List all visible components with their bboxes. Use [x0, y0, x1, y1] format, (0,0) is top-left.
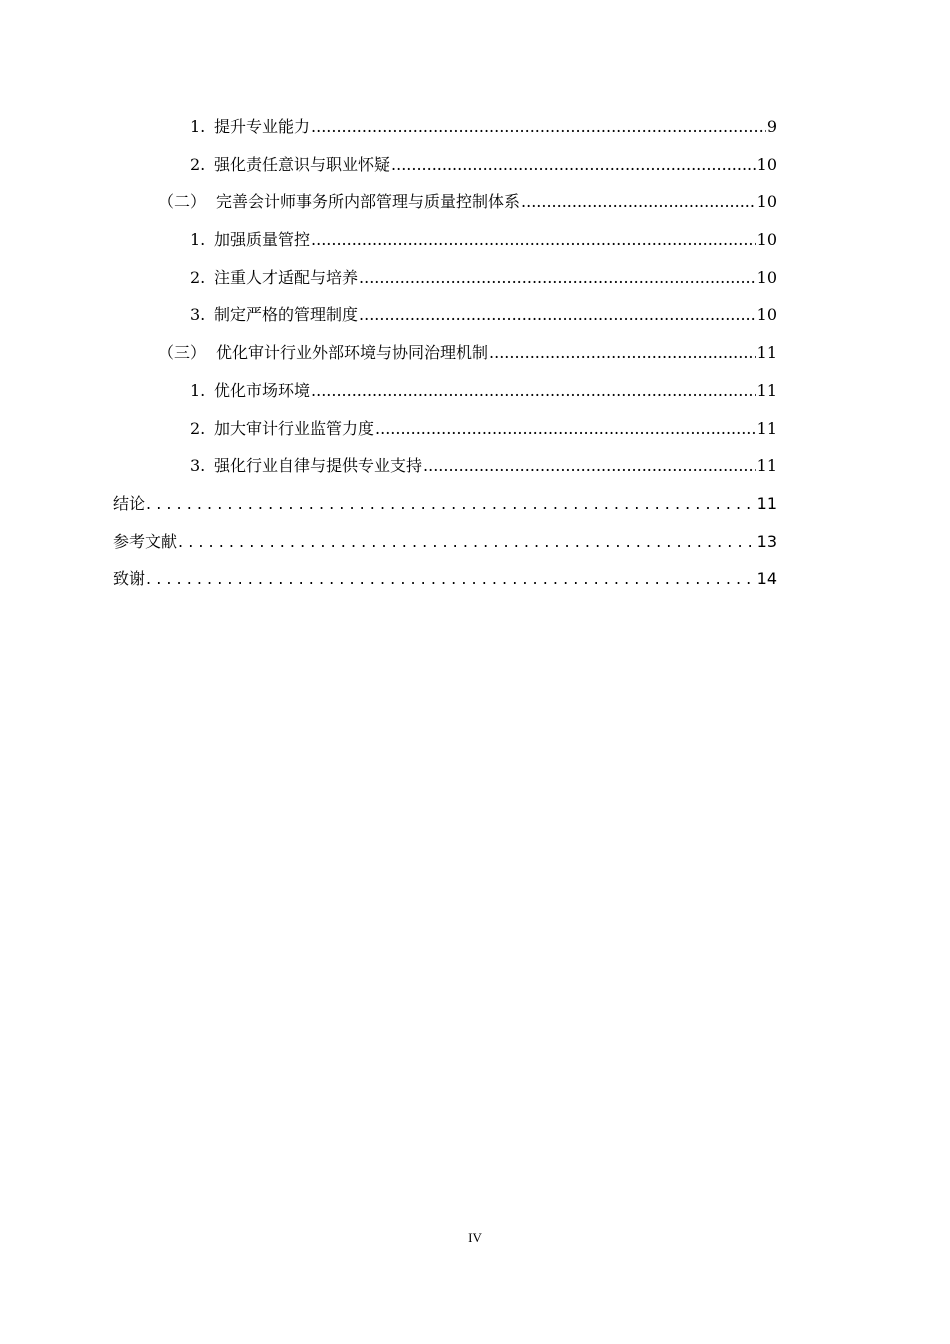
- dot-leader: [359, 263, 756, 293]
- toc-entry[interactable]: [113, 187, 777, 225]
- toc-entry-page: 10: [756, 192, 777, 212]
- toc-entry[interactable]: [113, 376, 777, 414]
- toc-entry-title: 强化责任意识与职业怀疑: [214, 154, 391, 174]
- toc-entry-title: 提升专业能力: [214, 117, 311, 136]
- toc-entry-page: 14: [756, 569, 777, 589]
- toc-entry-title: 加大审计行业监管力度: [214, 418, 375, 438]
- toc-entry-number: 3.: [190, 305, 206, 325]
- toc-entry-number: 1.: [190, 380, 206, 400]
- toc-entry-page: 10: [756, 305, 777, 325]
- toc-entry-title: 优化审计行业外部环境与协同治理机制: [216, 343, 489, 363]
- toc-entry[interactable]: [113, 564, 777, 602]
- toc-entry-title: 参考文献: [113, 531, 178, 551]
- toc-entry-page: 11: [756, 456, 777, 476]
- toc-entry[interactable]: [113, 150, 777, 188]
- toc-entry-number: 1.: [190, 117, 206, 136]
- toc-entry-title: 完善会计师事务所内部管理与质量控制体系: [216, 192, 521, 212]
- toc-entry[interactable]: [113, 300, 777, 338]
- toc-entry[interactable]: [113, 225, 777, 263]
- toc-entry-page: 10: [756, 154, 777, 174]
- toc-entry-title: 强化行业自律与提供专业支持: [214, 456, 423, 476]
- toc-entry[interactable]: [113, 489, 777, 527]
- toc-entry[interactable]: [113, 414, 777, 452]
- dot-leader: [391, 150, 756, 180]
- toc-entry-number: （三）: [158, 343, 207, 363]
- toc-entry-title: 致谢: [113, 569, 146, 589]
- toc-entry-page: 10: [756, 230, 777, 250]
- dot-leader: [359, 300, 756, 330]
- table-of-contents: [113, 112, 777, 602]
- toc-entry-page: 13: [756, 531, 777, 551]
- toc-entry-page: 10: [756, 267, 777, 287]
- toc-entry[interactable]: [113, 338, 777, 376]
- toc-entry[interactable]: [113, 451, 777, 489]
- toc-entry-page: 11: [756, 380, 777, 400]
- toc-entry-number: （二）: [158, 192, 207, 212]
- dot-leader: [423, 451, 756, 481]
- toc-entry-number: 1.: [190, 230, 206, 250]
- dot-leader: [311, 376, 756, 406]
- toc-entry-title: 结论: [113, 493, 146, 513]
- dot-leader: [521, 187, 756, 217]
- toc-entry-title: 注重人才适配与培养: [214, 267, 359, 287]
- toc-entry-number: 2.: [190, 154, 206, 174]
- dot-leader: [311, 225, 756, 255]
- dot-leader: [489, 338, 756, 368]
- toc-entry-page: 11: [756, 343, 777, 363]
- dot-leader: [146, 489, 756, 519]
- toc-entry-number: 2.: [190, 267, 206, 287]
- dot-leader: [311, 112, 766, 142]
- toc-entry-title: 制定严格的管理制度: [214, 305, 359, 325]
- toc-entry[interactable]: [113, 527, 777, 565]
- toc-entry-number: 3.: [190, 456, 206, 476]
- dot-leader: [178, 527, 756, 557]
- toc-entry-title: 加强质量管控: [214, 230, 311, 250]
- toc-entry-page: 11: [756, 493, 777, 513]
- toc-entry-page: 11: [756, 418, 777, 438]
- page-number-footer: IV: [468, 1230, 482, 1245]
- toc-entry-title: 优化市场环境: [214, 380, 311, 400]
- dot-leader: [375, 414, 756, 444]
- toc-entry[interactable]: [113, 112, 777, 150]
- toc-entry-number: 2.: [190, 418, 206, 438]
- toc-entry[interactable]: [113, 263, 777, 301]
- dot-leader: [146, 564, 756, 594]
- toc-entry-page: 9: [766, 117, 777, 136]
